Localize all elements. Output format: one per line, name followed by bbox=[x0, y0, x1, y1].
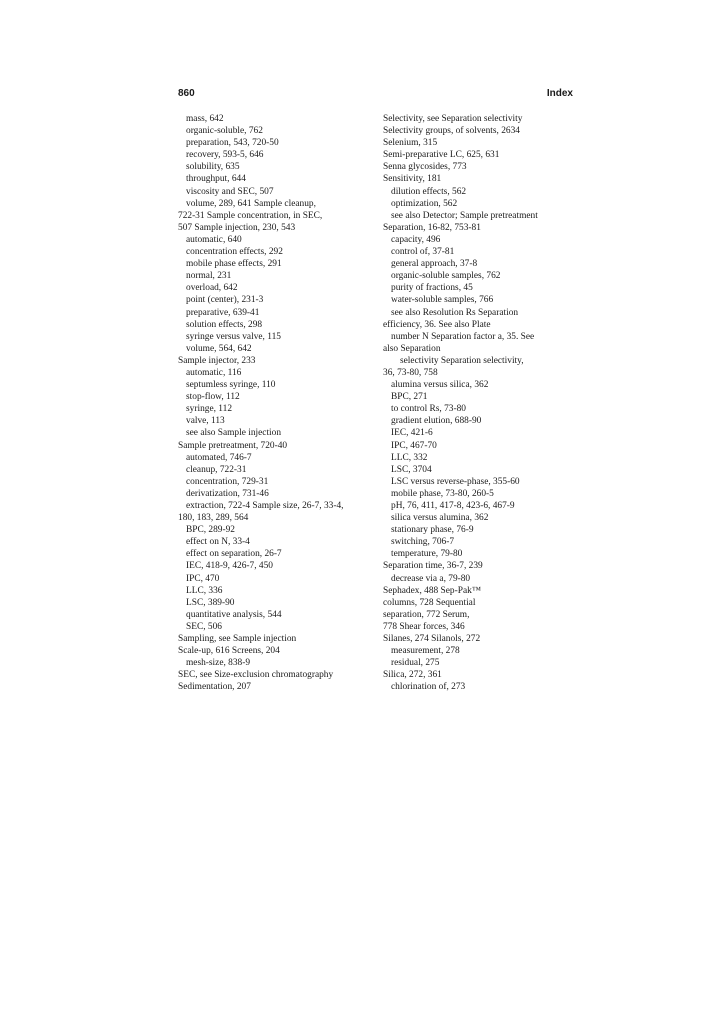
index-subentry: mass, 642 bbox=[186, 114, 224, 124]
index-entry: Sensitivity, 181 bbox=[383, 174, 442, 185]
index-subentry: BPC, 289-92 bbox=[186, 525, 235, 536]
index-subentry: solution effects, 298 bbox=[186, 319, 263, 330]
index-subentry: switching, 706-7 bbox=[391, 537, 455, 548]
index-subentry: see also Resolution Rs Separation bbox=[391, 307, 519, 318]
index-entry: Silica, 272, 361 bbox=[383, 670, 442, 681]
index-entry: Separation, 16-82, 753-81 bbox=[383, 222, 481, 233]
index-subentry: water-soluble samples, 766 bbox=[391, 295, 494, 306]
index-subentry: overload, 642 bbox=[186, 283, 238, 294]
index-column-left bbox=[178, 113, 378, 694]
index-subentry: dilution effects, 562 bbox=[391, 186, 467, 197]
index-entry: Silanes, 274 Silanols, 272 bbox=[383, 634, 481, 645]
index-subentry: LLC, 336 bbox=[186, 585, 223, 596]
index-entry: separation, 772 Serum, bbox=[383, 609, 470, 620]
index-subentry: to control Rs, 73-80 bbox=[391, 404, 466, 415]
index-entry: 507 Sample injection, 230, 543 bbox=[178, 222, 296, 233]
index-subentry: alumina versus silica, 362 bbox=[391, 380, 489, 391]
index-subentry: number N Separation factor a, 35. See bbox=[391, 331, 535, 342]
index-subentry: organic-soluble samples, 762 bbox=[391, 271, 501, 282]
index-subentry: volume, 289, 641 Sample cleanup, bbox=[186, 198, 316, 209]
index-entry: Sample injector, 233 bbox=[178, 355, 256, 366]
index-subentry: selectivity Separation selectivity, bbox=[400, 355, 524, 366]
index-subentry: optimization, 562 bbox=[391, 198, 458, 209]
index-entry: efficiency, 36. See also Plate bbox=[383, 319, 491, 330]
index-entry: also Separation bbox=[383, 343, 441, 354]
index-subentry: extraction, 722-4 Sample size, 26-7, 33-4, bbox=[186, 501, 344, 511]
index-subentry: control of, 37-81 bbox=[391, 247, 455, 258]
index-subentry: solubility, 635 bbox=[186, 162, 240, 173]
index-subentry: BPC, 271 bbox=[391, 392, 428, 403]
index-subentry: viscosity and SEC, 507 bbox=[186, 186, 274, 197]
index-entry: Sample pretreatment, 720-40 bbox=[178, 440, 288, 451]
index-subentry: measurement, 278 bbox=[391, 646, 460, 657]
index-entry: SEC, see Size-exclusion chromatography bbox=[178, 670, 334, 681]
index-subentry: residual, 275 bbox=[391, 658, 440, 669]
index-subentry: capacity, 496 bbox=[391, 234, 441, 245]
index-entry: Sampling, see Sample injection bbox=[178, 634, 297, 645]
index-subentry: mobile phase, 73-80, 260-5 bbox=[391, 488, 494, 499]
index-subentry: general approach, 37-8 bbox=[391, 259, 478, 270]
index-entry: 36, 73-80, 758 bbox=[383, 367, 438, 378]
index-subentry: LLC, 332 bbox=[391, 452, 428, 463]
index-subentry: IEC, 421-6 bbox=[391, 428, 433, 439]
index-subentry: LSC, 389-90 bbox=[186, 597, 235, 608]
index-subentry: organic-soluble, 762 bbox=[186, 126, 263, 137]
index-subentry: concentration, 729-31 bbox=[186, 476, 269, 487]
index-subentry: IPC, 467-70 bbox=[391, 440, 437, 451]
index-entry: Separation time, 36-7, 239 bbox=[383, 561, 483, 572]
index-subentry: IPC, 470 bbox=[186, 573, 220, 584]
index-entry: 778 Shear forces, 346 bbox=[383, 621, 465, 632]
index-entry: Senna glycosides, 773 bbox=[383, 162, 467, 173]
index-subentry: syringe versus valve, 115 bbox=[186, 331, 281, 342]
index-subentry: mobile phase effects, 291 bbox=[186, 259, 282, 270]
index-subentry: volume, 564, 642 bbox=[186, 343, 252, 354]
page-number: 860 bbox=[178, 88, 195, 99]
page-header bbox=[178, 88, 573, 102]
index-subentry: concentration effects, 292 bbox=[186, 247, 283, 258]
index-subentry: purity of fractions, 45 bbox=[391, 283, 473, 294]
index-subentry: syringe, 112 bbox=[186, 404, 233, 415]
index-subentry: quantitative analysis, 544 bbox=[186, 609, 282, 620]
index-entry: 722-31 Sample concentration, in SEC, bbox=[178, 210, 323, 221]
index-subentry: stop-flow, 112 bbox=[186, 392, 240, 403]
index-subentry: septumless syringe, 110 bbox=[186, 380, 276, 391]
index-subentry: preparative, 639-41 bbox=[186, 307, 260, 318]
index-subentry: stationary phase, 76-9 bbox=[391, 525, 474, 536]
index-subentry: gradient elution, 688-90 bbox=[391, 416, 482, 427]
index-entry: Scale-up, 616 Screens, 204 bbox=[178, 646, 280, 657]
index-subentry: valve, 113 bbox=[186, 416, 225, 427]
index-subentry: normal, 231 bbox=[186, 271, 232, 282]
index-subentry: effect on N, 33-4 bbox=[186, 537, 250, 548]
index-subentry: throughput, 644 bbox=[186, 174, 246, 185]
index-column-right bbox=[383, 113, 583, 694]
index-subentry: point (center), 231-3 bbox=[186, 295, 264, 306]
index-subentry: automatic, 640 bbox=[186, 234, 242, 245]
index-entry: Selectivity groups, of solvents, 2634 bbox=[383, 126, 520, 137]
index-subentry: see also Sample injection bbox=[186, 428, 282, 439]
index-subentry: recovery, 593-5, 646 bbox=[186, 150, 264, 161]
index-subentry: chlorination of, 273 bbox=[391, 682, 466, 693]
index-entry: Selectivity, see Separation selectivity bbox=[383, 114, 523, 124]
index-subentry: automated, 746-7 bbox=[186, 452, 252, 463]
index-entry: Sedimentation, 207 bbox=[178, 682, 251, 693]
index-subentry: LSC versus reverse-phase, 355-60 bbox=[391, 476, 520, 487]
index-entry: Selenium, 315 bbox=[383, 138, 438, 149]
index-subentry: silica versus alumina, 362 bbox=[391, 513, 489, 524]
index-subentry: mesh-size, 838-9 bbox=[186, 658, 251, 669]
index-entry: columns, 728 Sequential bbox=[383, 597, 476, 608]
index-subentry: see also Detector; Sample pretreatment bbox=[391, 210, 538, 221]
index-entry: 180, 183, 289, 564 bbox=[178, 513, 249, 524]
index-subentry: preparation, 543, 720-50 bbox=[186, 138, 279, 149]
running-head: Index bbox=[546, 88, 573, 99]
index-subentry: temperature, 79-80 bbox=[391, 549, 463, 560]
index-subentry: cleanup, 722-31 bbox=[186, 464, 247, 475]
index-subentry: IEC, 418-9, 426-7, 450 bbox=[186, 561, 273, 572]
index-subentry: pH, 76, 411, 417-8, 423-6, 467-9 bbox=[391, 501, 515, 511]
index-subentry: LSC, 3704 bbox=[391, 464, 432, 475]
index-subentry: derivatization, 731-46 bbox=[186, 488, 269, 499]
index-entry: Sephadex, 488 Sep-Pak™ bbox=[383, 585, 481, 596]
index-subentry: SEC, 506 bbox=[186, 621, 222, 632]
index-subentry: effect on separation, 26-7 bbox=[186, 549, 282, 560]
index-entry: Semi-preparative LC, 625, 631 bbox=[383, 150, 500, 161]
index-subentry: automatic, 116 bbox=[186, 367, 242, 378]
index-subentry: decrease via a, 79-80 bbox=[391, 573, 471, 584]
